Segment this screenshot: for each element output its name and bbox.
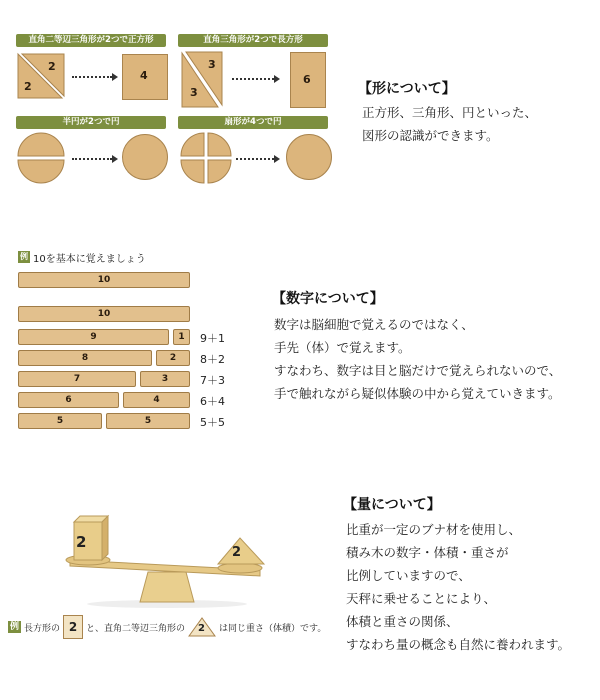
shapes-description (362, 101, 537, 147)
semicircle-pieces (16, 132, 66, 184)
arrow-head-icon (274, 75, 280, 83)
circle-block (122, 134, 168, 180)
quantity-caption (8, 615, 326, 639)
example-badge: 例 (20, 252, 28, 261)
shapes-line: 正方形、三角形、円といった、 (362, 105, 538, 120)
dotted-arrow (72, 76, 112, 78)
result-label: 4 (140, 69, 148, 82)
triangle-pieces-rectangle (180, 50, 224, 110)
quantity-line: 積み木の数字・体積・重さが (346, 545, 509, 560)
piece-label: 2 (48, 60, 56, 73)
number-equation: 5＋5 (200, 416, 225, 429)
numbers-line: すなわち、数字は目と脳だけで覚えられないので、 (274, 363, 562, 378)
number-equation: 6＋4 (200, 395, 225, 408)
number-bar-left: 5 (18, 413, 102, 429)
circle-block (286, 134, 332, 180)
numbers-description (274, 313, 561, 405)
shape-caption-semicircles: 半円が2つで円 (16, 116, 166, 129)
numbers-line: 手で触れながら疑似体験の中から覚えていきます。 (274, 386, 561, 401)
number-bar-left: 9 (18, 329, 169, 345)
number-bar-right: 2 (156, 350, 190, 366)
arrow-head-icon (112, 155, 118, 163)
number-bar-left: 6 (18, 392, 119, 408)
shape-caption-square: 直角二等辺三角形が2つで正方形 (16, 34, 166, 47)
caption-block-icon: 2 (63, 615, 83, 639)
numbers-line: 数字は脳細胞で覚えるのではなく、 (274, 317, 474, 332)
number-bar-right: 3 (140, 371, 190, 387)
dotted-arrow (232, 78, 274, 80)
number-bar-left: 10 (18, 272, 190, 288)
quantity-line: 比重が一定のブナ材を使用し、 (346, 522, 522, 537)
piece-label: 3 (208, 58, 216, 71)
shape-caption-rectangle: 直角三角形が2つで長方形 (178, 34, 328, 47)
number-equation: 7＋3 (200, 374, 225, 387)
number-bar-left: 8 (18, 350, 152, 366)
sector-pieces (180, 132, 232, 184)
piece-label: 2 (24, 80, 32, 93)
example-title: 10を基本に覚えましょう (33, 254, 146, 265)
piece-label: 3 (190, 86, 198, 99)
numbers-heading: 【数字について】 (272, 291, 384, 307)
caption-triangle-icon (188, 617, 216, 637)
quantity-line: 体積と重さの関係、 (346, 614, 459, 629)
shape-caption-sectors: 扇形が4つで円 (178, 116, 328, 129)
caption-text: と、直角二等辺三角形の (86, 623, 186, 634)
quantity-heading: 【量について】 (343, 497, 441, 513)
arrow-head-icon (274, 155, 280, 163)
quantity-line: 天秤に乗せることにより、 (346, 591, 497, 606)
block-label: 2 (232, 545, 242, 560)
number-bar-right: 1 (173, 329, 190, 345)
shapes-line: 図形の認識ができます。 (362, 128, 499, 143)
caption-text: は同じ重さ（体積）です。 (219, 623, 327, 634)
dotted-arrow (72, 158, 112, 160)
block-label: 2 (76, 533, 87, 551)
result-label: 6 (303, 73, 311, 86)
arrow-head-icon (112, 73, 118, 81)
number-bar-left: 10 (18, 306, 190, 322)
number-equation: 8＋2 (200, 353, 225, 366)
shapes-heading: 【形について】 (358, 81, 456, 97)
quantity-line: すなわち量の概念も自然に養われます。 (346, 637, 571, 652)
number-equation: 9＋1 (200, 332, 225, 345)
numbers-line: 手先（体）で覚えます。 (274, 340, 411, 355)
dotted-arrow (236, 158, 274, 160)
caption-triangle-label: 2 (198, 623, 206, 634)
quantity-line: 比例していますので、 (346, 568, 471, 583)
number-bar-left: 7 (18, 371, 136, 387)
number-bar-right: 4 (123, 392, 190, 408)
caption-text: 長方形の (24, 623, 61, 634)
example-badge: 例 (10, 622, 20, 632)
balance-scale-illustration (50, 510, 280, 610)
quantity-description (346, 518, 570, 656)
number-bar-right: 5 (106, 413, 190, 429)
